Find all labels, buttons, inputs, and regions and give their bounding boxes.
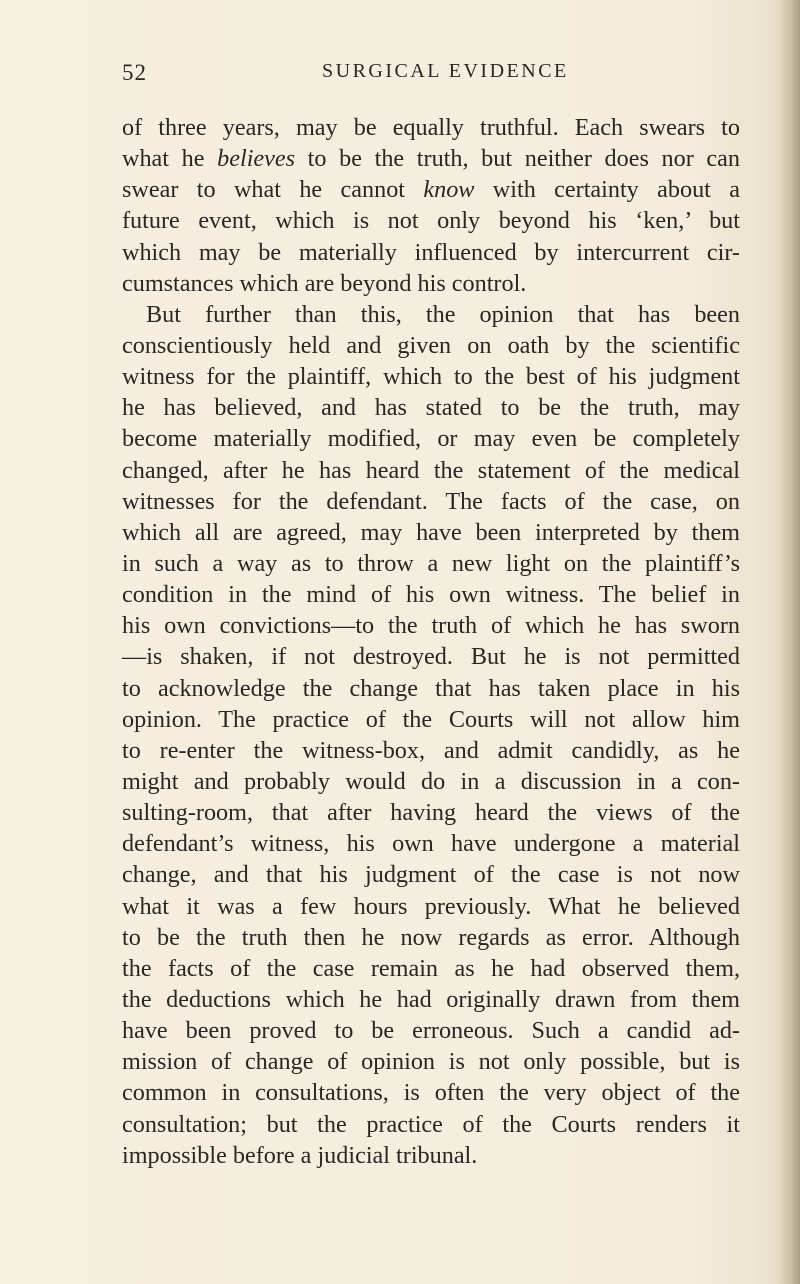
- text-run: opinion. The practice of the Courts will not allow him: [122, 705, 740, 733]
- text-run: to be the truth, but neither does nor can: [295, 145, 740, 173]
- text-run: —is shaken, if not destroyed. But he is not permitted: [122, 643, 740, 671]
- text-line: [122, 735, 740, 766]
- text-run: in such a way as to throw a new light on the plaintiff’s: [122, 549, 740, 577]
- text-run: to be the truth then he now regards as error. Although: [122, 923, 740, 951]
- text-run: his own convictions—to the truth of which he has sworn: [122, 612, 740, 640]
- text-line: [122, 423, 740, 454]
- text-run: what it was a few hours previously. What he believed: [122, 892, 740, 920]
- text-line: [122, 548, 740, 579]
- body-text: [122, 112, 740, 1171]
- text-run: changed, after he has heard the statement of the medical: [122, 456, 740, 484]
- text-run: condition in the mind of his own witness. The belief in: [122, 581, 740, 609]
- text-line: [122, 797, 740, 828]
- text-run: to re-enter the witness-box, and admit candidly, as he: [122, 736, 740, 764]
- text-line: [122, 268, 740, 299]
- text-run: impossible before a judicial tribunal.: [122, 1141, 478, 1169]
- text-run: which may be materially influenced by intercurrent cir-: [122, 238, 740, 266]
- text-run: future event, which is not only beyond his ‘ken,’ but: [122, 207, 740, 235]
- text-line: [122, 517, 740, 548]
- italic-text: know: [423, 176, 475, 204]
- text-run: which all are agreed, may have been interpreted by them: [122, 518, 740, 546]
- text-run: swear to what he cannot: [122, 176, 424, 204]
- text-run: mission of change of opinion is not only possible, but is: [122, 1048, 740, 1076]
- text-run: common in consultations, is often the very object of the: [122, 1079, 740, 1107]
- text-run: the deductions which he had originally drawn from them: [122, 985, 740, 1013]
- text-run: the facts of the case remain as he had observed them,: [122, 954, 740, 982]
- text-line: [122, 1015, 740, 1046]
- text-line: [122, 828, 740, 859]
- text-run: consultation; but the practice of the Courts renders it: [122, 1110, 740, 1138]
- text-run: witness for the plaintiff, which to the best of his judgment: [122, 363, 740, 391]
- text-line: [122, 641, 740, 672]
- text-run: to acknowledge the change that has taken place in his: [122, 674, 740, 702]
- text-line: [122, 922, 740, 953]
- page-gutter-shadow: [778, 0, 800, 1284]
- text-line: [122, 455, 740, 486]
- text-run: he has believed, and has stated to be the truth, may: [122, 394, 740, 422]
- italic-text: believes: [217, 145, 296, 173]
- text-line: [122, 1046, 740, 1077]
- text-run: change, and that his judgment of the case is not now: [122, 861, 740, 889]
- text-line: [122, 392, 740, 423]
- text-line: [122, 1077, 740, 1108]
- text-run: might and probably would do in a discussion in a con-: [122, 767, 740, 795]
- text-line: [122, 237, 740, 268]
- text-line: [122, 766, 740, 797]
- text-line: [122, 1109, 740, 1140]
- text-line: [122, 486, 740, 517]
- text-line: [122, 1140, 740, 1171]
- text-run: become materially modified, or may even be completely: [122, 425, 740, 453]
- text-line: [122, 953, 740, 984]
- text-line: [122, 984, 740, 1015]
- text-line: [122, 361, 740, 392]
- text-line: [122, 704, 740, 735]
- text-line: [122, 579, 740, 610]
- text-line: [122, 143, 740, 174]
- text-line: [122, 673, 740, 704]
- text-run: But further than this, the opinion that has been: [146, 300, 740, 328]
- text-line: [122, 205, 740, 236]
- text-line: [122, 174, 740, 205]
- running-head: SURGICAL EVIDENCE: [322, 60, 569, 82]
- text-run: defendant’s witness, his own have undergone a material: [122, 830, 740, 858]
- text-line: [122, 610, 740, 641]
- text-run: conscientiously held and given on oath by the scientific: [122, 331, 740, 359]
- text-run: witnesses for the defendant. The facts of the case, on: [122, 487, 740, 515]
- text-line: [122, 891, 740, 922]
- text-run: of three years, may be equally truthful. Each swears to: [122, 114, 740, 141]
- text-line: [122, 330, 740, 361]
- text-run: what he: [122, 145, 218, 173]
- text-run: have been proved to be erroneous. Such a candid ad-: [122, 1017, 740, 1045]
- text-run: with certainty about a: [474, 176, 740, 204]
- page-header: [122, 60, 740, 90]
- text-run: cumstances which are beyond his control.: [122, 269, 527, 297]
- text-line: [122, 299, 740, 330]
- text-line: [122, 859, 740, 890]
- text-line: [122, 112, 740, 143]
- page-number: 52: [122, 60, 147, 85]
- text-run: sulting-room, that after having heard the views of the: [122, 799, 740, 827]
